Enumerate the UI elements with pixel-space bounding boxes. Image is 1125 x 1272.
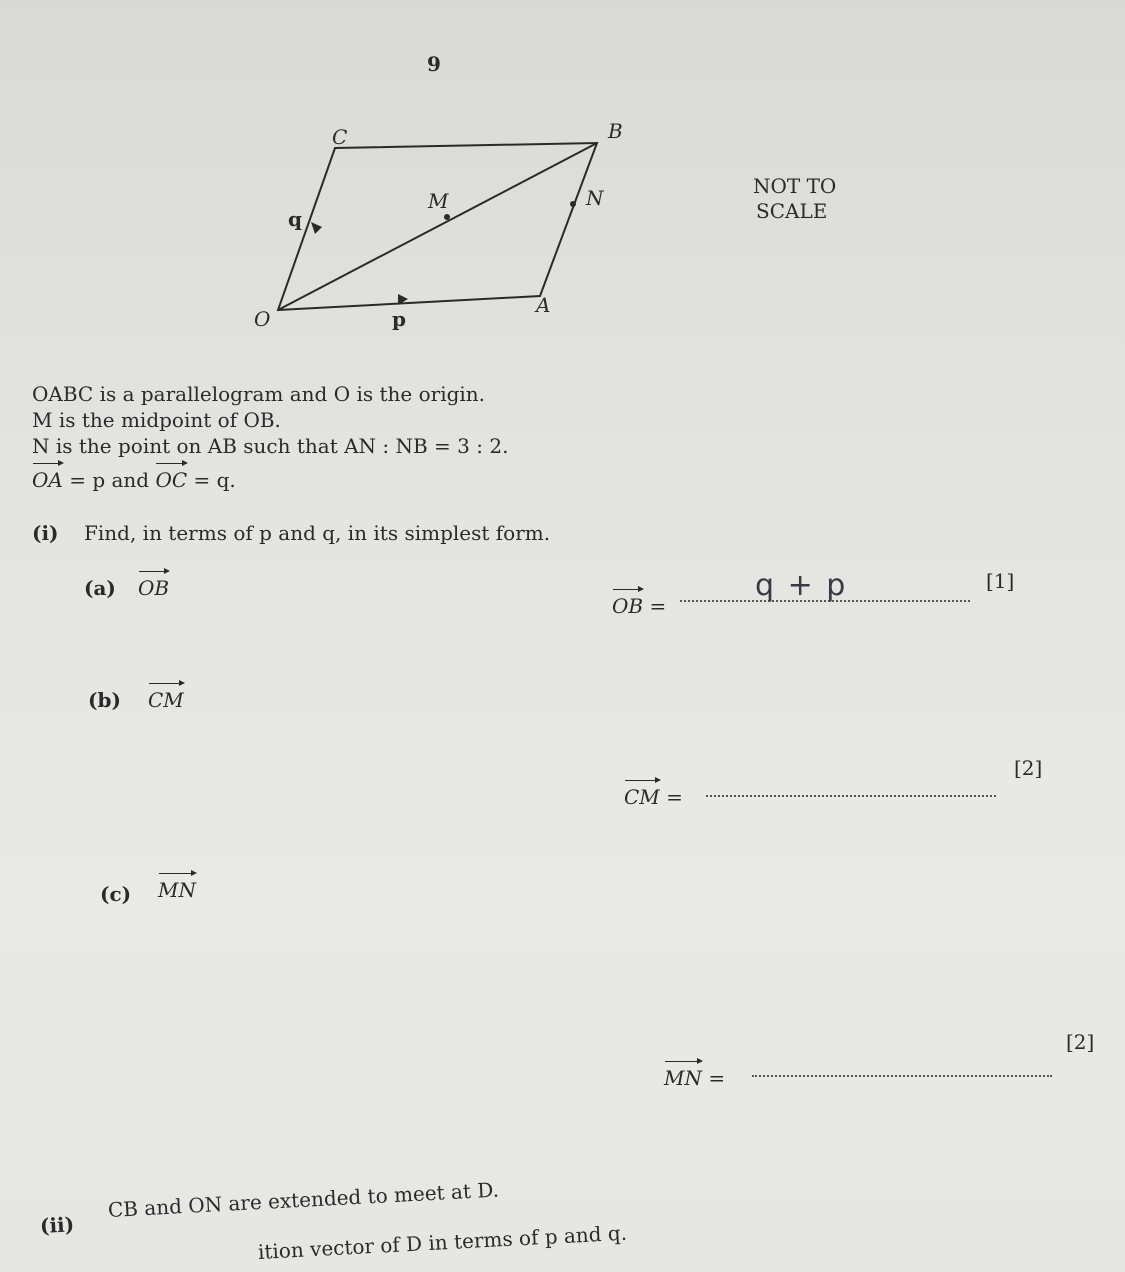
intro-line1: OABC is a parallelogram and O is the origin. (32, 382, 486, 406)
question-ii-next-line: ition vector of D in terms of p and q. (257, 1220, 628, 1264)
intro-line4 (32, 468, 236, 492)
label-c: C (332, 125, 348, 149)
oc-equals-q: = q. (193, 468, 236, 492)
part-c-answer-line[interactable] (752, 1075, 1052, 1077)
part-b-vector: CM (148, 688, 184, 712)
part-c-label: (c) (100, 882, 132, 906)
part-a-equals: = (649, 594, 667, 618)
part-a-answer-vector: OB (612, 594, 644, 618)
question-ii-text: CB and ON are extended to meet at D. (107, 1177, 500, 1222)
label-n: N (586, 186, 604, 210)
part-c-marks: [2] (1066, 1030, 1095, 1054)
part-a-label: (a) (84, 576, 116, 600)
point-m (444, 214, 450, 220)
arrow-q-icon (311, 222, 322, 234)
intro-line3: N is the point on AB such that AN : NB = 3 : 2. (32, 434, 509, 458)
oa-equals-p: = p (69, 468, 106, 492)
and-word: and (111, 468, 150, 492)
page-number: 9 (427, 52, 441, 76)
point-n (570, 201, 576, 207)
part-a-vector: OB (138, 576, 170, 600)
part-a-handwritten-answer: q + p (755, 568, 848, 603)
intro-line2: M is the midpoint of OB. (32, 408, 281, 432)
part-c-answer-vector: MN (664, 1066, 702, 1090)
question-i-number: (i) (32, 521, 59, 545)
label-q: q (288, 207, 302, 231)
part-b-answer-line[interactable] (706, 795, 996, 797)
label-m: M (428, 189, 449, 213)
diagonal-ob (278, 143, 597, 310)
label-o: O (254, 307, 271, 331)
question-i-text: Find, in terms of p and q, in its simplest form. (84, 521, 551, 545)
part-b-label: (b) (88, 688, 121, 712)
part-b-marks: [2] (1014, 756, 1043, 780)
label-a: A (536, 293, 551, 317)
vector-oc: OC (155, 468, 188, 492)
label-p: p (392, 307, 406, 331)
part-c-equals: = (708, 1066, 726, 1090)
part-b-equals: = (666, 785, 683, 809)
part-c-vector: MN (158, 878, 196, 902)
question-ii-number: (ii) (39, 1212, 75, 1238)
part-a-marks: [1] (986, 569, 1015, 593)
part-b-answer-vector: CM (624, 785, 660, 809)
not-to-scale-line2: SCALE (756, 199, 828, 223)
parallelogram-diagram (240, 110, 660, 340)
label-b: B (608, 119, 623, 143)
not-to-scale-line1: NOT TO (753, 174, 837, 198)
vector-oa: OA (32, 468, 63, 492)
